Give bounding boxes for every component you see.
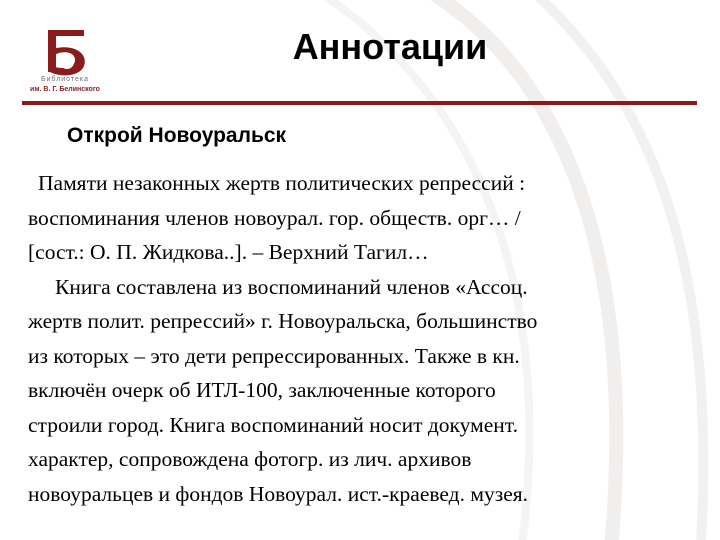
bibliographic-line: Памяти незаконных жертв политических репрессий : [38, 171, 526, 195]
logo-caption-name: им. В. Г. Белинского [30, 86, 100, 93]
logo-caption-library: Библиотека [40, 76, 90, 83]
library-logo-icon [44, 26, 90, 78]
book-series-title: Открой Новоуральск [67, 124, 287, 147]
title-divider [22, 101, 697, 105]
annotation-text [28, 166, 708, 511]
bibliographic-line: [сост.: О. П. Жидкова..]. – Верхний Тагил… [28, 240, 429, 264]
library-logo [22, 26, 108, 100]
annotation-line: строили город. Книга воспоминаний носит документ. [28, 412, 518, 437]
bibliographic-line: воспоминания членов новоурал. гор. обществ. орг… / [28, 205, 521, 230]
annotation-line: новоуральцев и фондов Новоурал. ист.-краевед. музея. [28, 481, 529, 506]
annotation-line: жертв полит. репрессий» г. Новоуральска, большинство [28, 309, 538, 333]
annotation-line: характер, сопровождена фотогр. из лич. архивов [28, 447, 472, 471]
annotation-line: Книга составлена из воспоминаний членов «Ассоц. [55, 274, 528, 299]
annotation-line: из которых – это дети репрессированных. Также в кн. [28, 343, 520, 368]
page-title: Аннотации [292, 26, 488, 67]
annotation-line: включён очерк об ИТЛ-100, заключенные которого [28, 378, 496, 402]
